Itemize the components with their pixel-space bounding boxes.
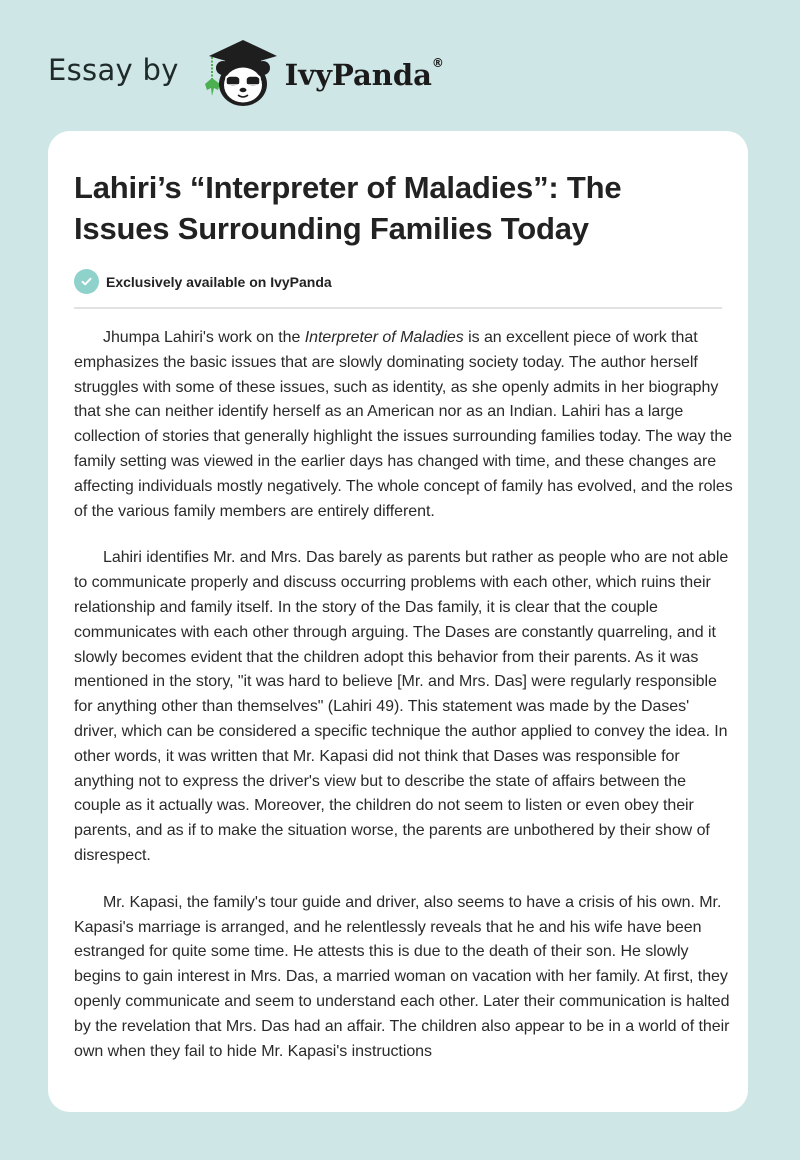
essay-title: Lahiri’s “Interpreter of Maladies”: The Issues Surrounding Families Today [74, 170, 622, 246]
essay-paragraph-3: Mr. Kapasi, the family's tour guide and driver, also seems to have a crisis of his own. Mr. Kapasi's marriage is arranged, and he relentlessly reveals that he and his wife have been estranged for quite some time. He attests this is due to the death of their son. He slowly begins to gain interest in Mrs. Das, a married woman on vacation with her family. At first, they openly communicate and seem to understand each other. Later their communication is halted by the revelation that Mrs. Das had an affair. The children also appear to be in a world of their own when they fail to hide Mr. Kapasi's instructions [74, 893, 730, 1060]
check-circle-icon [74, 269, 99, 294]
exclusive-label: Exclusively available on IvyPanda [106, 273, 332, 290]
essay-body [74, 326, 734, 1064]
brand-name[interactable] [285, 58, 444, 92]
registered-mark: ® [431, 56, 444, 70]
title-divider [74, 307, 722, 309]
essay-card [48, 131, 748, 1112]
essay-paragraph-1 [74, 326, 734, 524]
paragraph-text: Jhumpa Lahiri's work on the [103, 329, 305, 346]
site-header [48, 36, 444, 110]
essay-by-label: Essay by [48, 53, 179, 87]
paragraph-text: is an excellent piece of work that emphasizes the basic issues that are slowly dominating society today. The author herself struggles with some of these issues, such as identity, as she openly admits in her biography that she can neither identify herself as an American nor as an Indian. Lahiri has a large collection of stories that generally highlight the issues surrounding families today. The way the family setting was viewed in the earlier days has changed with time, and these changes are affecting individuals mostly negatively. The whole concept of family has evolved, and the roles of the various family members are entirely different. [74, 329, 733, 520]
panda-logo-icon[interactable] [197, 36, 281, 110]
essay-paragraph-2: Lahiri identifies Mr. and Mrs. Das barely as parents but rather as people who are not able to communicate properly and discuss occurring problems with each other, which ruins their relationship and family itself. In the story of the Das family, it is clear that the couple communicates with each other through arguing. The Dases are constantly quarreling, and it slowly becomes evident that the children adopt this behavior from their parents. As it was mentioned in the story, "it was hard to believe [Mr. and Mrs. Das] were regularly responsible for anything other than themselves" (Lahiri 49). This statement was made by the Dases' driver, which can be considered a specific technique the author applied to convey the idea. In other words, it was written that Mr. Kapasi did not think that Dases was responsible for anything not to express the driver's view but to describe the state of affairs between the couple as it actually was. Moreover, the children do not seem to listen or even obey their parents, and as if to make the situation worse, the parents are unbothered by their show of disrespect. [74, 549, 729, 864]
exclusive-badge [74, 269, 722, 294]
brand-name-text: IvyPanda [284, 58, 432, 92]
book-title-italic: Interpreter of Maladies [304, 329, 464, 346]
